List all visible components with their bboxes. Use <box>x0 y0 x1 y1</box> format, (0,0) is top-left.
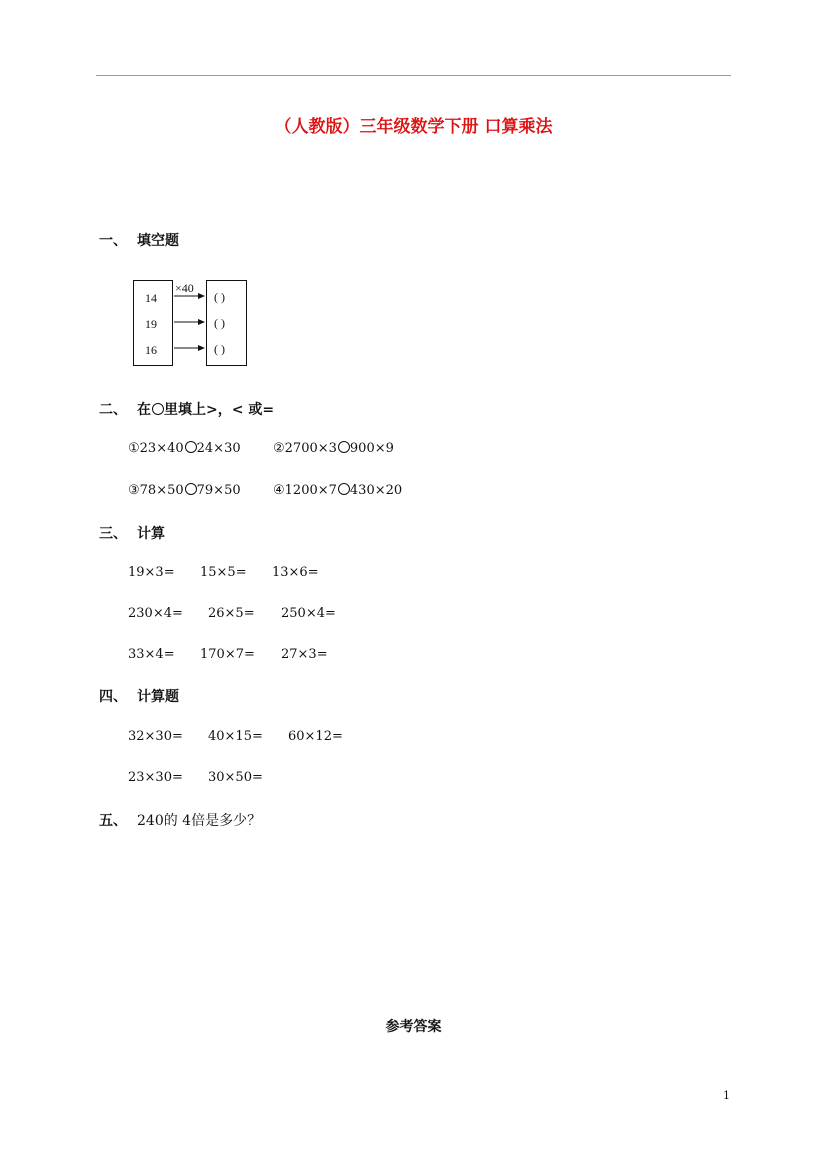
input-value: 19 <box>145 317 157 331</box>
section-4-title: 计算题 <box>137 689 179 705</box>
circle-icon <box>338 483 350 495</box>
operator-label: ×40 <box>175 281 194 295</box>
section-4-heading <box>99 686 179 706</box>
calc-expression: 23×30= <box>128 770 183 785</box>
calc-expression: 40×15= <box>208 729 263 744</box>
right-expression: 79×50 <box>196 483 241 498</box>
item-mark: ③ <box>128 483 140 498</box>
section-2-title-pre: 在 <box>137 402 151 418</box>
answer-heading: 参考答案 <box>385 1019 442 1035</box>
section-1-title: 填空题 <box>137 233 179 249</box>
compare-item <box>128 483 241 498</box>
section-5-heading <box>99 810 261 830</box>
calc-expression: 33×4= <box>128 647 175 662</box>
section-1-number: 一、 <box>99 233 127 249</box>
answer-blank: ( ) <box>214 290 225 304</box>
right-expression: 24×30 <box>196 441 241 456</box>
page-number: 1 <box>723 1089 730 1102</box>
left-expression: 78×50 <box>139 483 184 498</box>
section-4-number: 四、 <box>99 689 127 705</box>
input-value: 16 <box>145 343 157 357</box>
calc-expression: 19×3= <box>128 565 175 580</box>
calc-expression: 13×6= <box>272 565 319 580</box>
answer-blank: ( ) <box>214 342 225 356</box>
calc-expression: 26×5= <box>208 606 255 621</box>
item-mark: ① <box>128 441 140 456</box>
header-rule <box>96 75 731 76</box>
compare-item <box>273 483 402 498</box>
section-5-title: 240的 4倍是多少？ <box>137 813 262 829</box>
calc-expression: 27×3= <box>281 647 328 662</box>
section-2-number: 二、 <box>99 402 127 418</box>
document-title: （人教版）三年级数学下册 口算乘法 <box>274 117 553 137</box>
section-3-heading <box>99 523 165 543</box>
right-expression: 430×20 <box>349 483 403 498</box>
section-2-heading <box>99 399 274 419</box>
answer-blank: ( ) <box>214 316 225 330</box>
calc-expression: 250×4= <box>281 606 336 621</box>
arrows <box>172 288 208 358</box>
input-value: 14 <box>145 291 157 305</box>
calc-expression: 32×30= <box>128 729 183 744</box>
calc-expression: 15×5= <box>200 565 247 580</box>
right-expression: 900×9 <box>349 441 394 456</box>
calc-expression: 60×12= <box>288 729 343 744</box>
left-expression: 1200×7 <box>284 483 337 498</box>
circle-icon <box>185 441 197 453</box>
calc-expression: 230×4= <box>128 606 183 621</box>
compare-item <box>128 441 241 456</box>
circle-icon <box>185 483 197 495</box>
item-mark: ② <box>273 441 285 456</box>
section-1-heading <box>99 230 179 250</box>
section-3-number: 三、 <box>99 526 127 542</box>
calc-expression: 170×7= <box>200 647 255 662</box>
output-box <box>206 280 247 366</box>
calc-expression: 30×50= <box>208 770 263 785</box>
section-2-title-post: 里填上>，< 或= <box>164 402 275 418</box>
compare-item <box>273 441 394 456</box>
section-3-title: 计算 <box>137 526 165 542</box>
circle-icon <box>152 403 164 415</box>
left-expression: 2700×3 <box>284 441 337 456</box>
item-mark: ④ <box>273 483 285 498</box>
circle-icon <box>338 441 350 453</box>
section-5-number: 五、 <box>99 813 127 829</box>
left-expression: 23×40 <box>139 441 184 456</box>
